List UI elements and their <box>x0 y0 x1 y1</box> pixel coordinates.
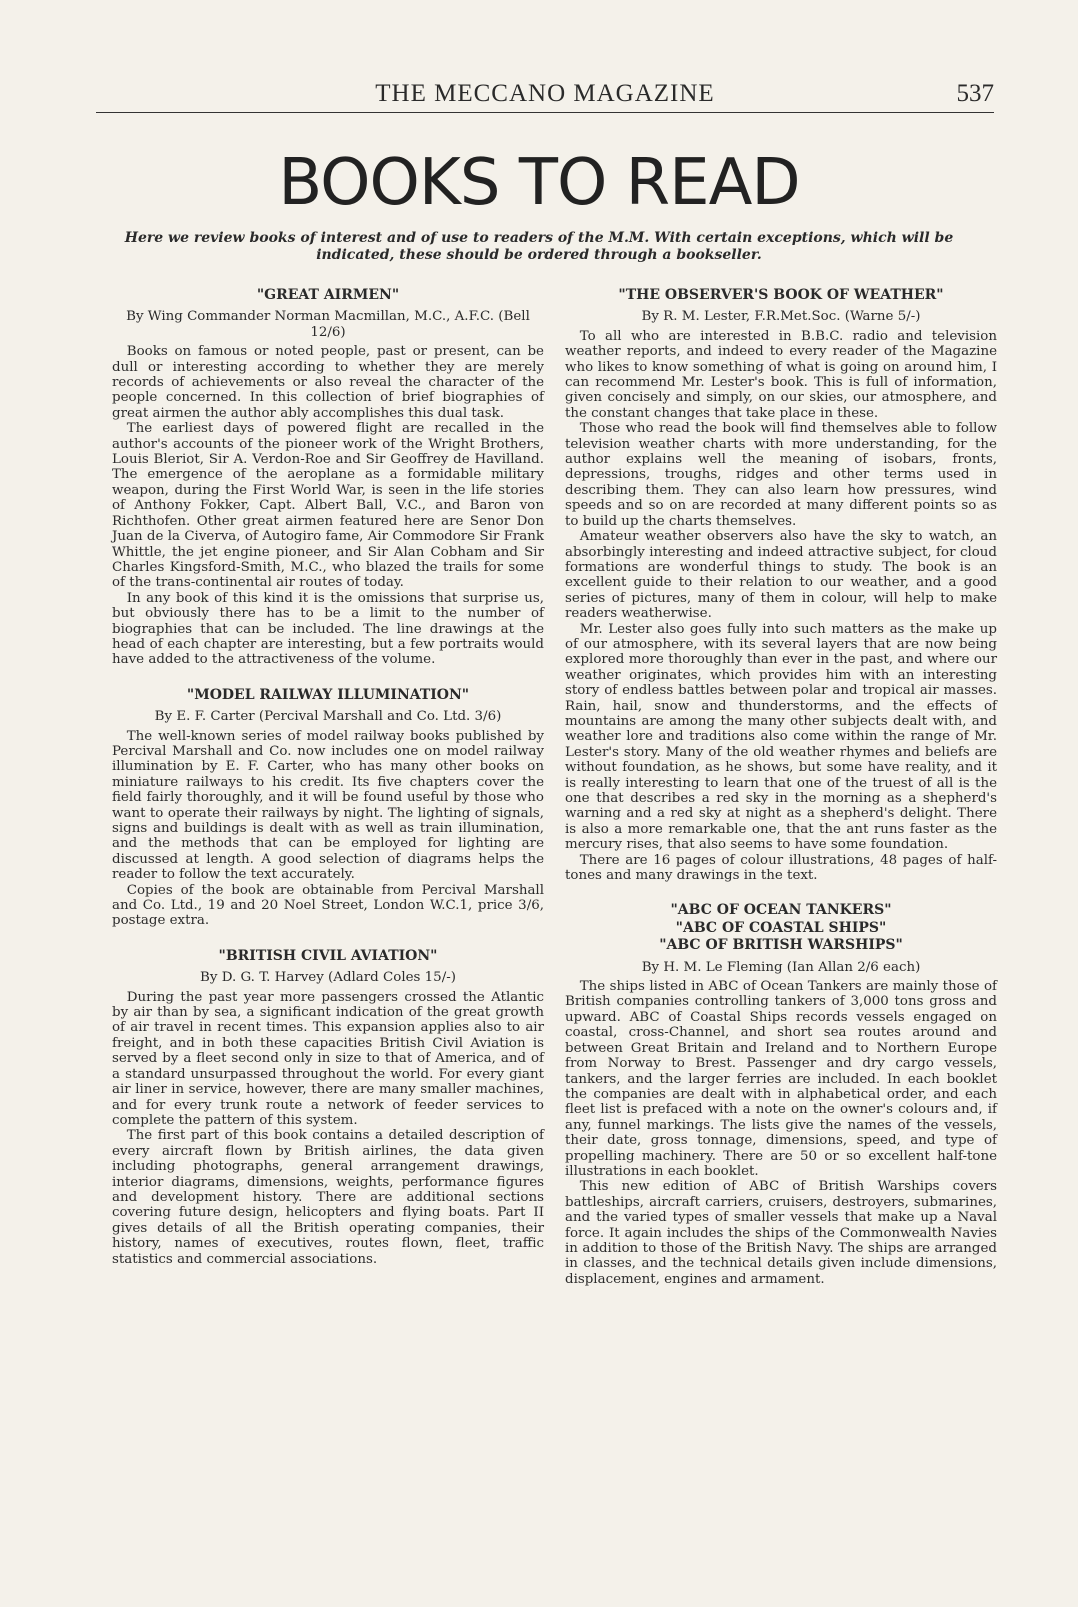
paragraph: Mr. Lester also goes fully into such matters as the make up of our atmosphere, with its several layers that are now being explored more thoroughly than ever in the past, and where our weather originates, which provides him with an interesting story of endless battles between polar and tropical air masses. Rain, hail, snow and thunderstorms, and the effects of mountains are among the many other subjects dealt with, and weather lore and traditions also come within the range of Mr. Lester's story. Many of the old weather rhymes and beliefs are without foundation, as he shows, but some have reality, and it is really interesting to learn that one of the truest of all is the one that describes a red sky in the morning as a shepherd's warning and a red sky at night as a shepherd's delight. There is also a more remarkable one, that the ant runs faster as the mercury rises, that also seems to have some foundation. <box>565 621 997 853</box>
page-number: 537 <box>956 80 994 107</box>
page-title: BOOKS TO READ <box>278 146 800 220</box>
paragraph: Books on famous or noted people, past or present, can be dull or interesting according to whether they are merely records of achievements or also reveal the character of the people concerned. In this collection of brief biographies of great airmen the author ably accomplishes this dual task. <box>112 344 544 421</box>
intro-text: Here we review books of interest and of use to readers of the M.M. With certain exceptions, which will be indicated, these should be ordered through a bookseller. <box>124 230 954 263</box>
paragraph: During the past year more passengers crossed the Atlantic by air than by sea, a significant indication of the great growth of air travel in recent times. This expansion applies also to air freight, and in both these capacities British Civil Aviation is served by a fleet second only in size to that of America, and of a standard unsurpassed throughout the world. For every giant air liner in service, however, there are many smaller machines, and for every trunk route a network of feeder services to complete the pattern of this system. <box>112 989 544 1128</box>
running-title: THE MECCANO MAGAZINE <box>375 80 715 107</box>
book-title: "GREAT AIRMEN" <box>256 287 400 303</box>
paragraph: The ships listed in ABC of Ocean Tankers are mainly those of British companies controlling tankers of 3,000 tons gross and upward. ABC of Coastal Ships records vessels engaged on coastal, cross-Channel, and short sea routes around and between Great Britain and Ireland and to Northern Europe from Norway to Brest. Passenger and dry cargo vessels, tankers, and the larger ferries are included. In each booklet the companies are dealt with in alphabetical order, and each fleet list is prefaced with a note on the owner's colours and, if any, funnel markings. The lists give the names of the vessels, their date, gross tonnage, dimensions, speed, and type of propelling machinery. There are 50 or so excellent half-tone illustrations in each booklet. <box>565 979 997 1179</box>
book-title: "BRITISH CIVIL AVIATION" <box>218 947 438 964</box>
byline: By E. F. Carter (Percival Marshall and Co. Ltd. 3/6) <box>154 709 502 725</box>
review-model-railway-illumination <box>112 688 544 929</box>
review-great-airmen <box>112 288 544 668</box>
paragraph: Copies of the book are obtainable from Percival Marshall and Co. Ltd., 19 and 20 Noel Street, London W.C.1, price 3/6, postage extra. <box>112 882 544 929</box>
paragraph: The first part of this book contains a detailed description of every aircraft flown by British airlines, the data given including photographs, general arrangement drawings, interior diagrams, dimensions, weights, performance figures and development history. There are additional sections covering future design, helicopters and flying boats. Part II gives details of all the British operating companies, their history, names of executives, routes flown, fleet, traffic statistics and commercial associations. <box>112 1128 544 1267</box>
book-title: "MODEL RAILWAY ILLUMINATION" <box>186 686 470 703</box>
byline: By D. G. T. Harvey (Adlard Coles 15/-) <box>200 970 456 986</box>
book-title: "ABC OF COASTAL SHIPS" <box>675 919 887 936</box>
byline: By R. M. Lester, F.R.Met.Soc. (Warne 5/-) <box>641 309 921 325</box>
paragraph: This new edition of ABC of British Warships covers battleships, aircraft carriers, cruisers, destroyers, submarines, and the varied types of smaller vessels that make up a Naval force. It again includes the ships of the Commonwealth Navies in addition to those of the British Navy. The ships are arranged in classes, and the technical details given include dimensions, displacement, engines and armament. <box>565 1179 997 1287</box>
book-title: "ABC OF OCEAN TANKERS" <box>670 902 892 919</box>
paragraph: In any book of this kind it is the omissions that surprise us, but obviously there has to be a limit to the number of biographies that can be included. The line drawings at the head of each chapter are interesting, but a few portraits would have added to the attractiveness of the volume. <box>112 590 544 668</box>
paragraph: There are 16 pages of colour illustrations, 48 pages of half-tones and many drawings in the text. <box>565 852 997 884</box>
paragraph: To all who are interested in B.B.C. radio and television weather reports, and indeed to every reader of the Magazine who likes to know something of what is going on around him, I can recommend Mr. Lester's book. This is full of information, given concisely and simply, on our skies, our atmosphere, and the constant changes that take place in these. <box>565 328 997 421</box>
running-head <box>96 78 994 113</box>
paragraph: Those who read the book will find themselves able to follow television weather charts with more understanding, for the author explains well the meaning of isobars, fronts, depressions, troughs, ridges and other terms used in describing them. They can also learn how pressures, wind speeds and so on are recorded at many different points so as to build up the charts themselves. <box>565 421 997 529</box>
paragraph: The well-known series of model railway books published by Percival Marshall and Co. now includes one on model railway illumination by E. F. Carter, who has many other books on miniature railways to his credit. Its five chapters cover the field fairly thoroughly, and it will be found useful by those who want to operate their railways by night. The lighting of signals, signs and buildings is dealt with as well as train illumination, and the methods that can be employed for lighting are discussed at length. A good selection of diagrams helps the reader to follow the text accurately. <box>112 728 544 883</box>
book-title: "ABC OF BRITISH WARSHIPS" <box>659 937 903 954</box>
review-british-civil-aviation <box>112 949 544 1267</box>
review-observers-book-of-weather <box>565 288 997 883</box>
left-column <box>112 288 544 1287</box>
review-abc-ships <box>565 903 997 1287</box>
paragraph: The earliest days of powered flight are recalled in the author's accounts of the pioneer work of the Wright Brothers, Louis Bleriot, Sir A. Verdon-Roe and Sir Geoffrey de Havilland. The emergence of the aeroplane as a formidable military weapon, during the First World War, is seen in the life stories of Anthony Fokker, Capt. Albert Ball, V.C., and Baron von Richthofen. Other great airmen featured here are Senor Don Juan de la Civerva, of Autogiro fame, Air Commodore Sir Frank Whittle, the jet engine pioneer, and Sir Alan Cobham and Sir Charles Kingsford-Smith, M.C., who blazed the trails for some of the trans-continental air routes of today. <box>112 421 544 591</box>
right-column <box>565 288 997 1307</box>
byline: By H. M. Le Fleming (Ian Allan 2/6 each) <box>641 959 921 975</box>
paragraph: Amateur weather observers also have the sky to watch, an absorbingly interesting and indeed attractive subject, for cloud formations are wonderful things to study. The book is an excellent guide to their relation to our weather, and a good series of pictures, many of them in colour, will help to make readers weatherwise. <box>565 529 997 622</box>
book-title: "THE OBSERVER'S BOOK OF WEATHER" <box>618 287 944 303</box>
byline: By Wing Commander Norman Macmillan, M.C., A.F.C. (Bell 12/6) <box>126 309 530 340</box>
